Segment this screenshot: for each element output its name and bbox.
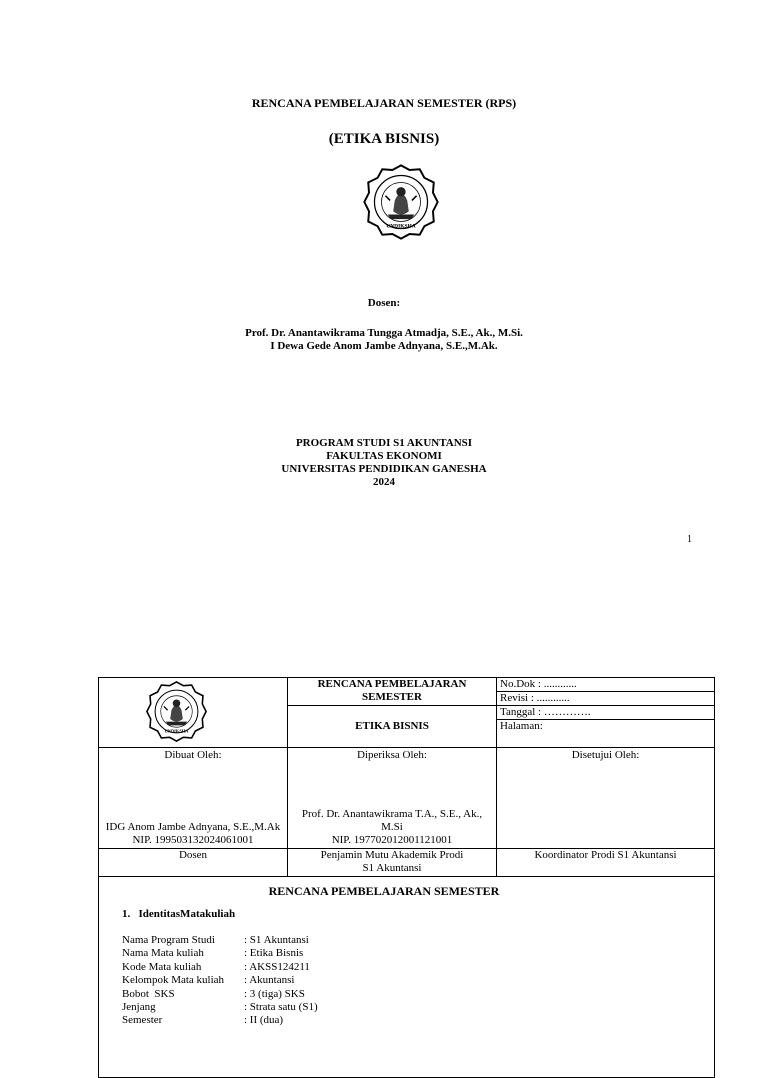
- identitas-row: [122, 934, 318, 947]
- halaman: Halaman:: [497, 720, 715, 748]
- faculty-name: FAKULTAS EKONOMI: [326, 450, 442, 462]
- dosen-name-1: Prof. Dr. Anantawikrama Tungga Atmadja, S.E., Ak., M.Si.: [245, 327, 523, 339]
- identitas-value: : Akuntansi: [244, 974, 295, 987]
- identitas-value: : S1 Akuntansi: [244, 934, 309, 946]
- diperiksa-name-1: Prof. Dr. Anantawikrama T.A., S.E., Ak.,: [301, 808, 483, 820]
- role-koordinator: Koordinator Prodi S1 Akuntansi: [497, 849, 715, 877]
- rps-title-line1: RENCANA PEMBELAJARAN: [317, 678, 467, 690]
- dosen-name-2: I Dewa Gede Anom Jambe Adnyana, S.E.,M.Ak.: [270, 340, 498, 352]
- identitas-label: Jenjang: [122, 1001, 156, 1014]
- identitas-label: Kode Mata kuliah: [122, 960, 202, 973]
- identitas-row: [122, 947, 318, 960]
- logo-caption: UNDIKSHA: [386, 223, 416, 230]
- dibuat-cell: [99, 748, 288, 849]
- identitas-row: [122, 1001, 318, 1014]
- identitas-value: : II (dua): [244, 1014, 284, 1027]
- identitas-value: : Strata satu (S1): [244, 1001, 318, 1014]
- rps-title-line2: SEMESTER: [362, 691, 422, 703]
- identitas-row: [122, 961, 318, 974]
- disetujui-cell: [497, 748, 715, 849]
- role-penjamin-line1: Penjamin Mutu Akademik Prodi: [320, 849, 464, 861]
- revisi: Revisi : ............: [497, 692, 715, 706]
- identitas-value: : 3 (tiga) SKS: [244, 987, 305, 1000]
- identitas-heading: 1. IdentitasMatakuliah: [122, 908, 236, 920]
- rps-title-cell: [288, 678, 497, 706]
- identitas-list: [122, 934, 318, 1028]
- course-cell: ETIKA BISNIS: [288, 706, 497, 748]
- undiksha-logo-small: [145, 680, 208, 743]
- identitas-value: : Etika Bisnis: [244, 947, 304, 960]
- identitas-row: [122, 974, 318, 987]
- dosen-label: Dosen:: [367, 297, 401, 309]
- identitas-value: : AKSS124211: [244, 960, 310, 973]
- tanggal: Tanggal : ………….: [497, 706, 715, 720]
- diperiksa-label: Diperiksa Oleh:: [357, 749, 427, 761]
- undiksha-logo: [362, 163, 440, 241]
- identitas-label: Semester: [122, 1014, 163, 1027]
- dibuat-nip: NIP. 199503132024061001: [132, 834, 254, 846]
- identitas-label: Bobot SKS: [122, 987, 175, 1000]
- identitas-label: Nama Mata kuliah: [122, 947, 204, 960]
- diperiksa-nip: NIP. 197702012001121001: [331, 834, 453, 846]
- identitas-row: [122, 988, 318, 1001]
- dibuat-name: IDG Anom Jambe Adnyana, S.E.,M.Ak: [105, 821, 281, 833]
- rps-section-title: RENCANA PEMBELAJARAN SEMESTER: [268, 884, 500, 898]
- cover-subtitle: (ETIKA BISNIS): [328, 131, 440, 147]
- cover-title: RENCANA PEMBELAJARAN SEMESTER (RPS): [251, 96, 517, 110]
- identitas-label: Kelompok Mata kuliah: [122, 974, 225, 987]
- disetujui-label: Disetujui Oleh:: [571, 749, 640, 761]
- year: 2024: [373, 476, 395, 488]
- dibuat-label: Dibuat Oleh:: [164, 749, 222, 761]
- identitas-row: [122, 1014, 318, 1027]
- identitas-label: Nama Program Studi: [122, 934, 215, 946]
- logo-small-caption: UNDIKSHA: [164, 728, 189, 734]
- role-penjamin-line2: S1 Akuntansi: [362, 862, 422, 874]
- role-dosen: Dosen: [99, 849, 288, 877]
- program-name: PROGRAM STUDI S1 AKUNTANSI: [295, 437, 473, 449]
- role-penjamin-mutu: [288, 849, 497, 877]
- page-number: 1: [687, 534, 692, 545]
- no-dok: No.Dok : ............: [497, 678, 715, 692]
- diperiksa-name-2: M.Si: [381, 821, 403, 833]
- diperiksa-cell: [288, 748, 497, 849]
- university-name: UNIVERSITAS PENDIDIKAN GANESHA: [281, 463, 487, 475]
